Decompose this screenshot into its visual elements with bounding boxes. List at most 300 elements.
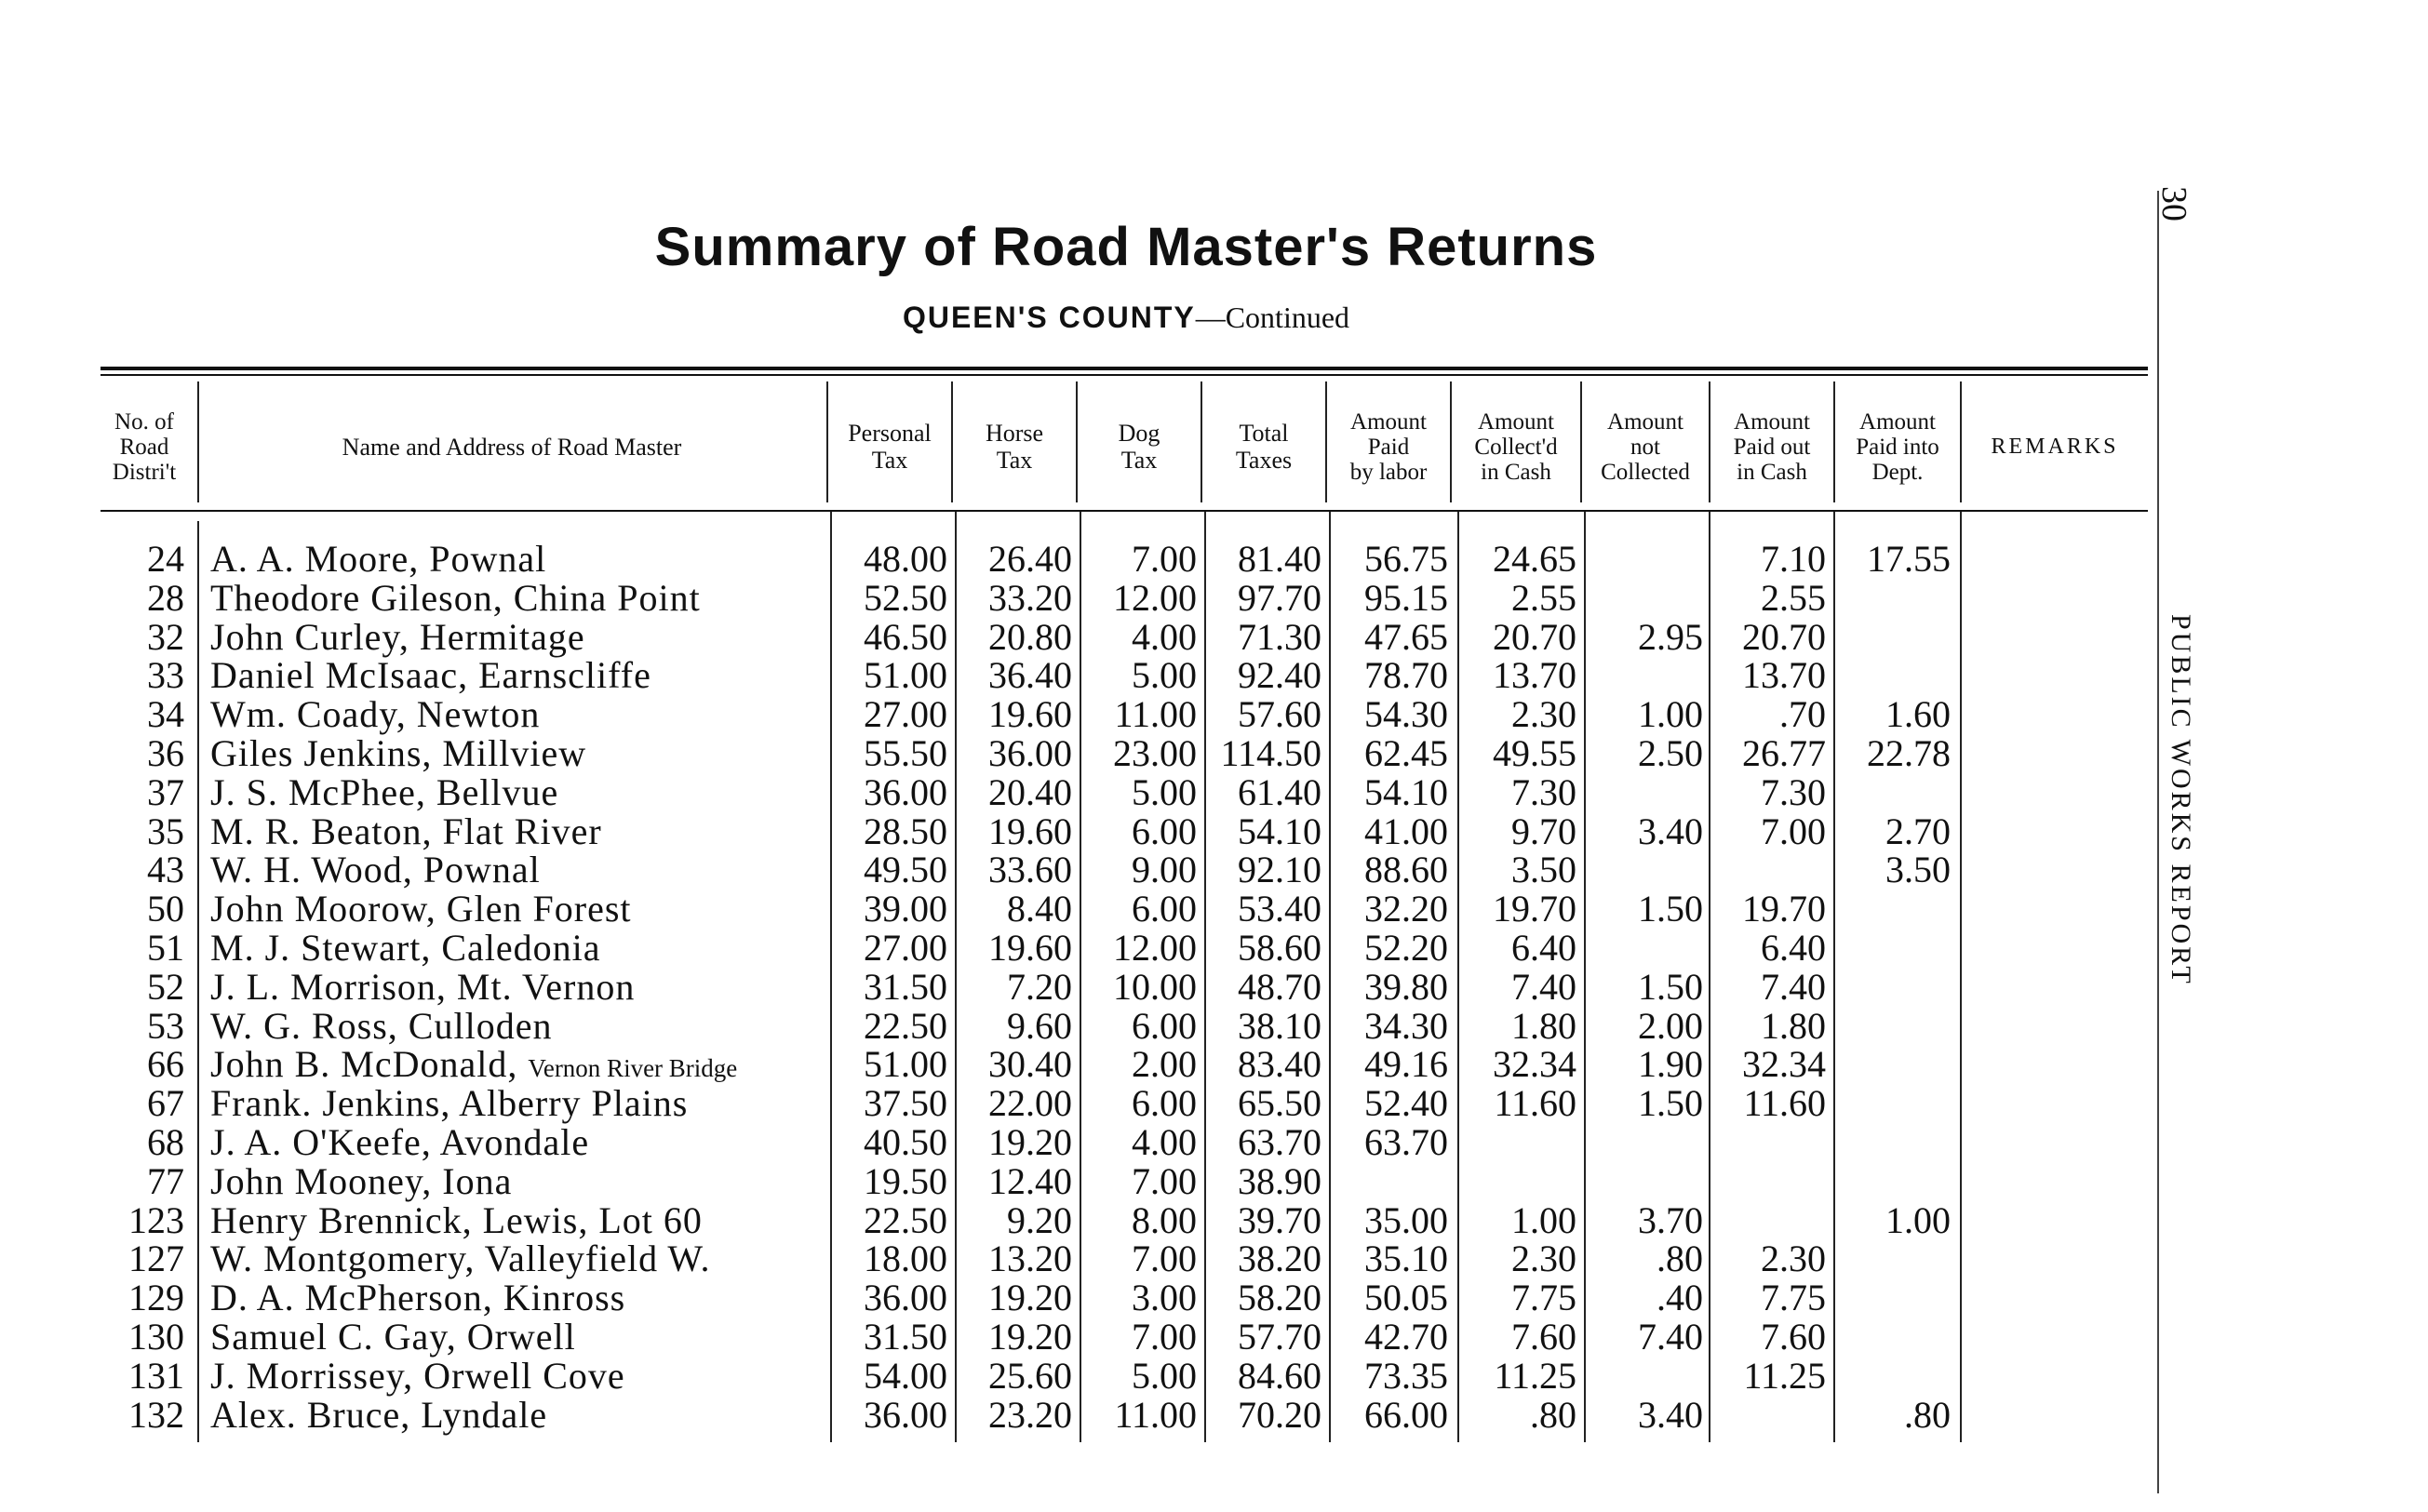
collected-in-cash: 24.65 bbox=[1493, 538, 1576, 580]
paid-by-labor: 63.70 bbox=[1364, 1121, 1448, 1163]
road-master-name bbox=[210, 965, 825, 1008]
header-dog-tax: Dog Tax bbox=[1118, 420, 1160, 474]
col-divider bbox=[1833, 512, 1835, 1442]
dog-tax: 3.00 bbox=[1132, 1277, 1197, 1319]
dog-tax: 12.00 bbox=[1113, 576, 1197, 619]
district-number: 37 bbox=[147, 770, 184, 813]
collected-in-cash: 2.30 bbox=[1511, 1238, 1576, 1280]
not-collected: 3.70 bbox=[1638, 1198, 1703, 1241]
dog-tax: 12.00 bbox=[1113, 927, 1197, 969]
road-master-name-text: D. A. McPherson, Kinross bbox=[210, 1277, 626, 1319]
not-collected bbox=[1588, 1162, 1703, 1201]
col-divider bbox=[1457, 512, 1459, 1442]
not-collected: 1.50 bbox=[1638, 888, 1703, 930]
paid-by-labor: 52.20 bbox=[1364, 927, 1448, 969]
paid-by-labor: 66.00 bbox=[1364, 1393, 1448, 1436]
paid-into-dept bbox=[1837, 773, 1951, 812]
road-master-name-text: Alex. Bruce, Lyndale bbox=[210, 1393, 548, 1436]
dog-tax: 4.00 bbox=[1132, 1121, 1197, 1163]
personal-tax: 19.50 bbox=[864, 1159, 947, 1202]
personal-tax: 52.50 bbox=[864, 576, 947, 619]
paid-by-labor: 88.60 bbox=[1364, 849, 1448, 891]
not-collected: .40 bbox=[1657, 1277, 1703, 1319]
district-number: 129 bbox=[128, 1277, 184, 1319]
paid-out-cash: 7.40 bbox=[1761, 965, 1826, 1008]
header-remarks: REMARKS bbox=[1991, 434, 2119, 459]
total-taxes: 65.50 bbox=[1238, 1082, 1321, 1125]
paid-into-dept bbox=[1837, 1084, 1951, 1123]
district-number: 24 bbox=[147, 538, 184, 580]
paid-by-labor: 41.00 bbox=[1364, 810, 1448, 852]
total-taxes: 92.10 bbox=[1238, 849, 1321, 891]
district-number: 53 bbox=[147, 1004, 184, 1047]
road-master-name-text: J. Morrissey, Orwell Cove bbox=[210, 1354, 625, 1397]
district-number: 131 bbox=[128, 1354, 184, 1397]
total-taxes: 81.40 bbox=[1238, 538, 1321, 580]
personal-tax: 18.00 bbox=[864, 1238, 947, 1280]
col-divider bbox=[955, 512, 957, 1442]
total-taxes: 58.20 bbox=[1238, 1277, 1321, 1319]
road-master-name bbox=[210, 929, 825, 968]
page-subtitle bbox=[596, 300, 1657, 335]
total-taxes: 38.10 bbox=[1238, 1004, 1321, 1047]
total-taxes: 61.40 bbox=[1238, 770, 1321, 813]
road-master-name bbox=[210, 1354, 825, 1397]
paid-by-labor: 95.15 bbox=[1364, 576, 1448, 619]
road-master-name bbox=[210, 850, 825, 890]
paid-into-dept: 3.50 bbox=[1885, 849, 1951, 891]
road-master-name bbox=[210, 1084, 825, 1123]
personal-tax: 51.00 bbox=[864, 654, 947, 697]
dog-tax: 11.00 bbox=[1114, 693, 1197, 736]
dog-tax: 4.00 bbox=[1132, 615, 1197, 658]
personal-tax: 31.50 bbox=[864, 965, 947, 1008]
paid-out-cash: 26.77 bbox=[1742, 732, 1826, 774]
paid-out-cash bbox=[1712, 1123, 1826, 1162]
not-collected: 1.50 bbox=[1638, 1082, 1703, 1125]
paid-out-cash: 19.70 bbox=[1742, 888, 1826, 930]
dog-tax: 9.00 bbox=[1132, 849, 1197, 891]
horse-tax: 7.20 bbox=[1007, 965, 1072, 1008]
road-master-name-text: J. A. O'Keefe, Avondale bbox=[210, 1121, 590, 1163]
paid-into-dept bbox=[1837, 656, 1951, 695]
collected-in-cash: 6.40 bbox=[1511, 927, 1576, 969]
header-collected-in-cash: Amount Collect'd in Cash bbox=[1474, 408, 1558, 485]
collected-in-cash: 11.60 bbox=[1494, 1082, 1576, 1125]
road-master-name bbox=[210, 656, 825, 695]
collected-in-cash bbox=[1461, 1162, 1576, 1201]
road-master-name-text: John Moorow, Glen Forest bbox=[210, 888, 632, 930]
paid-out-cash: 7.30 bbox=[1761, 770, 1826, 813]
horse-tax: 33.20 bbox=[988, 576, 1072, 619]
col-divider bbox=[197, 521, 199, 1442]
district-number: 127 bbox=[128, 1238, 184, 1280]
paid-by-labor: 62.45 bbox=[1364, 732, 1448, 774]
page-title: Summary of Road Master's Returns bbox=[654, 217, 1598, 277]
horse-tax: 26.40 bbox=[988, 538, 1072, 580]
paid-by-labor: 49.16 bbox=[1364, 1043, 1448, 1086]
not-collected: 3.40 bbox=[1638, 1393, 1703, 1436]
paid-out-cash: 13.70 bbox=[1742, 654, 1826, 697]
paid-into-dept bbox=[1837, 1007, 1951, 1046]
personal-tax: 36.00 bbox=[864, 770, 947, 813]
paid-into-dept bbox=[1837, 1318, 1951, 1357]
paid-into-dept: 17.55 bbox=[1867, 538, 1951, 580]
dog-tax: 7.00 bbox=[1132, 538, 1197, 580]
dog-tax: 6.00 bbox=[1132, 888, 1197, 930]
collected-in-cash: .80 bbox=[1530, 1393, 1576, 1436]
horse-tax: 36.40 bbox=[988, 654, 1072, 697]
road-master-name-text: Samuel C. Gay, Orwell bbox=[210, 1316, 576, 1358]
collected-in-cash: 9.70 bbox=[1511, 810, 1576, 852]
road-master-name bbox=[210, 770, 825, 813]
district-number: 32 bbox=[147, 615, 184, 658]
horse-tax: 9.60 bbox=[1007, 1004, 1072, 1047]
collected-in-cash: 13.70 bbox=[1493, 654, 1576, 697]
road-master-name-text: W. H. Wood, Pownal bbox=[210, 849, 541, 891]
header-not-collected: Amount not Collected bbox=[1601, 408, 1690, 485]
personal-tax: 39.00 bbox=[864, 888, 947, 930]
horse-tax: 19.20 bbox=[988, 1316, 1072, 1358]
horse-tax: 12.40 bbox=[988, 1159, 1072, 1202]
not-collected: 1.90 bbox=[1638, 1043, 1703, 1086]
paid-by-labor: 73.35 bbox=[1364, 1354, 1448, 1397]
district-number: 132 bbox=[128, 1393, 184, 1436]
paid-into-dept bbox=[1837, 618, 1951, 657]
road-master-name bbox=[210, 1239, 825, 1278]
road-master-name-text: W. Montgomery, Valleyfield W. bbox=[210, 1238, 711, 1280]
road-master-name bbox=[210, 1198, 825, 1241]
header-district: No. of Road Distri't bbox=[112, 408, 177, 485]
not-collected: 1.50 bbox=[1638, 965, 1703, 1008]
paid-into-dept bbox=[1837, 1123, 1951, 1162]
horse-tax: 9.20 bbox=[1007, 1198, 1072, 1241]
total-taxes: 48.70 bbox=[1238, 965, 1321, 1008]
paid-out-cash: 7.00 bbox=[1761, 810, 1826, 852]
paid-into-dept bbox=[1837, 1045, 1951, 1084]
not-collected: 1.00 bbox=[1638, 693, 1703, 736]
personal-tax: 40.50 bbox=[864, 1121, 947, 1163]
road-master-name-text: Wm. Coady, Newton bbox=[210, 693, 541, 736]
total-taxes: 71.30 bbox=[1238, 615, 1321, 658]
continued-label: —Continued bbox=[1195, 301, 1350, 334]
personal-tax: 49.50 bbox=[864, 849, 947, 891]
dog-tax: 6.00 bbox=[1132, 810, 1197, 852]
collected-in-cash: 7.60 bbox=[1511, 1316, 1576, 1358]
road-master-name bbox=[210, 1159, 825, 1202]
personal-tax: 36.00 bbox=[864, 1277, 947, 1319]
road-master-name-text: W. G. Ross, Culloden bbox=[210, 1004, 553, 1047]
personal-tax: 27.00 bbox=[864, 927, 947, 969]
header-name: Name and Address of Road Master bbox=[342, 433, 682, 461]
paid-out-cash bbox=[1712, 1162, 1826, 1201]
header-paid-out-cash: Amount Paid out in Cash bbox=[1733, 408, 1811, 485]
dog-tax: 5.00 bbox=[1132, 770, 1197, 813]
total-taxes: 70.20 bbox=[1238, 1393, 1321, 1436]
total-taxes: 38.20 bbox=[1238, 1238, 1321, 1280]
road-master-name-text: John Mooney, Iona bbox=[210, 1159, 513, 1202]
horse-tax: 36.00 bbox=[988, 732, 1072, 774]
not-collected: 3.40 bbox=[1638, 810, 1703, 852]
personal-tax: 55.50 bbox=[864, 732, 947, 774]
dog-tax: 2.00 bbox=[1132, 1043, 1197, 1086]
personal-tax: 22.50 bbox=[864, 1198, 947, 1241]
district-number: 77 bbox=[147, 1159, 184, 1202]
collected-in-cash: 1.00 bbox=[1511, 1198, 1576, 1241]
col-divider bbox=[1080, 512, 1081, 1442]
not-collected bbox=[1588, 1357, 1703, 1396]
collected-in-cash: 1.80 bbox=[1511, 1004, 1576, 1047]
not-collected bbox=[1588, 850, 1703, 890]
road-master-name bbox=[210, 812, 825, 851]
header-paid-into-dept: Amount Paid into Dept. bbox=[1856, 408, 1939, 485]
horse-tax: 19.20 bbox=[988, 1121, 1072, 1163]
district-number: 130 bbox=[128, 1316, 184, 1358]
collected-in-cash: 32.34 bbox=[1493, 1043, 1576, 1086]
col-divider bbox=[1329, 512, 1331, 1442]
paid-into-dept: .80 bbox=[1904, 1393, 1951, 1436]
paid-by-labor: 50.05 bbox=[1364, 1277, 1448, 1319]
road-master-name-text: Henry Brennick, Lewis, Lot 60 bbox=[210, 1198, 703, 1241]
road-master-name-text: John Curley, Hermitage bbox=[210, 615, 585, 658]
district-number: 35 bbox=[147, 810, 184, 852]
paid-out-cash: .70 bbox=[1779, 693, 1826, 736]
collected-in-cash: 7.30 bbox=[1511, 770, 1576, 813]
collected-in-cash: 7.40 bbox=[1511, 965, 1576, 1008]
running-title: PUBLIC WORKS REPORT bbox=[2166, 614, 2196, 986]
header-bottom-rule bbox=[101, 510, 2148, 512]
road-master-name bbox=[210, 734, 825, 773]
paid-into-dept bbox=[1837, 579, 1951, 618]
not-collected: 7.40 bbox=[1638, 1316, 1703, 1358]
road-master-name bbox=[210, 1004, 825, 1047]
total-taxes: 39.70 bbox=[1238, 1198, 1321, 1241]
personal-tax: 46.50 bbox=[864, 615, 947, 658]
paid-into-dept bbox=[1837, 929, 1951, 968]
not-collected bbox=[1588, 929, 1703, 968]
margin-rule bbox=[2157, 191, 2159, 1493]
dog-tax: 7.00 bbox=[1132, 1159, 1197, 1202]
road-master-name-text: Daniel McIsaac, Earnscliffe bbox=[210, 654, 651, 697]
dog-tax: 5.00 bbox=[1132, 654, 1197, 697]
district-number: 52 bbox=[147, 965, 184, 1008]
road-master-name bbox=[210, 1278, 825, 1318]
paid-out-cash bbox=[1712, 1396, 1826, 1435]
district-number: 66 bbox=[147, 1043, 184, 1086]
paid-out-cash: 6.40 bbox=[1761, 927, 1826, 969]
total-taxes: 97.70 bbox=[1238, 576, 1321, 619]
not-collected: 2.00 bbox=[1638, 1004, 1703, 1047]
road-master-name bbox=[210, 1393, 825, 1436]
road-master-name bbox=[210, 1318, 825, 1357]
paid-by-labor: 56.75 bbox=[1364, 538, 1448, 580]
road-master-name-text: Frank. Jenkins, Alberry Plains bbox=[210, 1082, 689, 1125]
road-master-name-text: J. S. McPhee, Bellvue bbox=[210, 770, 559, 813]
dog-tax: 8.00 bbox=[1132, 1198, 1197, 1241]
road-master-name-text: John B. McDonald, bbox=[210, 1043, 529, 1086]
paid-into-dept: 1.60 bbox=[1885, 693, 1951, 736]
district-number: 123 bbox=[128, 1198, 184, 1241]
collected-in-cash: 7.75 bbox=[1511, 1277, 1576, 1319]
horse-tax: 22.00 bbox=[988, 1082, 1072, 1125]
horse-tax: 19.20 bbox=[988, 1277, 1072, 1319]
road-master-name bbox=[210, 695, 825, 734]
personal-tax: 22.50 bbox=[864, 1004, 947, 1047]
personal-tax: 51.00 bbox=[864, 1043, 947, 1086]
paid-out-cash: 7.60 bbox=[1761, 1316, 1826, 1358]
horse-tax: 20.80 bbox=[988, 615, 1072, 658]
col-divider bbox=[1960, 512, 1962, 1442]
not-collected bbox=[1588, 1123, 1703, 1162]
paid-out-cash: 2.30 bbox=[1761, 1238, 1826, 1280]
paid-into-dept: 22.78 bbox=[1867, 732, 1951, 774]
personal-tax: 54.00 bbox=[864, 1354, 947, 1397]
collected-in-cash: 19.70 bbox=[1493, 888, 1576, 930]
road-master-name bbox=[210, 540, 825, 579]
total-taxes: 54.10 bbox=[1238, 810, 1321, 852]
road-master-name-text: Theodore Gileson, China Point bbox=[210, 576, 701, 619]
header-rule-thick bbox=[101, 367, 2148, 370]
road-master-name-text: M. R. Beaton, Flat River bbox=[210, 810, 602, 852]
paid-by-labor: 35.10 bbox=[1364, 1238, 1448, 1280]
header-horse-tax: Horse Tax bbox=[985, 420, 1044, 474]
paid-out-cash: 11.60 bbox=[1743, 1082, 1826, 1125]
collected-in-cash: 2.30 bbox=[1511, 693, 1576, 736]
personal-tax: 31.50 bbox=[864, 1316, 947, 1358]
paid-out-cash bbox=[1712, 850, 1826, 890]
collected-in-cash: 49.55 bbox=[1493, 732, 1576, 774]
dog-tax: 6.00 bbox=[1132, 1004, 1197, 1047]
paid-by-labor: 54.30 bbox=[1364, 693, 1448, 736]
total-taxes: 83.40 bbox=[1238, 1043, 1321, 1086]
not-collected bbox=[1588, 579, 1703, 618]
paid-out-cash: 2.55 bbox=[1761, 576, 1826, 619]
paid-out-cash: 20.70 bbox=[1742, 615, 1826, 658]
col-divider bbox=[1709, 512, 1710, 1442]
paid-into-dept bbox=[1837, 1357, 1951, 1396]
dog-tax: 6.00 bbox=[1132, 1082, 1197, 1125]
paid-into-dept bbox=[1837, 1239, 1951, 1278]
header-rule-thin bbox=[101, 374, 2148, 376]
personal-tax: 48.00 bbox=[864, 538, 947, 580]
collected-in-cash: 2.55 bbox=[1511, 576, 1576, 619]
horse-tax: 19.60 bbox=[988, 810, 1072, 852]
header-paid-by-labor: Amount Paid by labor bbox=[1349, 408, 1428, 485]
total-taxes: 57.70 bbox=[1238, 1316, 1321, 1358]
total-taxes: 84.60 bbox=[1238, 1354, 1321, 1397]
paid-out-cash: 7.75 bbox=[1761, 1277, 1826, 1319]
road-master-name bbox=[210, 615, 825, 658]
paid-by-labor bbox=[1333, 1162, 1448, 1201]
dog-tax: 10.00 bbox=[1113, 965, 1197, 1008]
paid-by-labor: 47.65 bbox=[1364, 615, 1448, 658]
header-personal-tax: Personal Tax bbox=[848, 420, 932, 474]
horse-tax: 33.60 bbox=[988, 849, 1072, 891]
collected-in-cash: 3.50 bbox=[1511, 849, 1576, 891]
dog-tax: 23.00 bbox=[1113, 732, 1197, 774]
collected-in-cash: 20.70 bbox=[1493, 615, 1576, 658]
dog-tax: 5.00 bbox=[1132, 1354, 1197, 1397]
road-master-name bbox=[210, 890, 825, 929]
not-collected: .80 bbox=[1657, 1238, 1703, 1280]
collected-in-cash bbox=[1461, 1123, 1576, 1162]
road-master-name bbox=[210, 1123, 825, 1162]
header-total-taxes: Total Taxes bbox=[1235, 420, 1293, 474]
road-master-name-text: J. L. Morrison, Mt. Vernon bbox=[210, 965, 636, 1008]
col-divider bbox=[1584, 512, 1586, 1442]
total-taxes: 53.40 bbox=[1238, 888, 1321, 930]
col-divider bbox=[1204, 512, 1206, 1442]
road-master-address-small: Vernon River Bridge bbox=[528, 1054, 738, 1083]
road-master-name bbox=[210, 1045, 825, 1084]
dog-tax: 7.00 bbox=[1132, 1238, 1197, 1280]
not-collected: 2.95 bbox=[1638, 615, 1703, 658]
road-master-name-text: Giles Jenkins, Millview bbox=[210, 732, 587, 774]
col-divider bbox=[830, 512, 832, 1442]
collected-in-cash: 11.25 bbox=[1494, 1354, 1576, 1397]
district-number: 28 bbox=[147, 576, 184, 619]
paid-by-labor: 78.70 bbox=[1364, 654, 1448, 697]
paid-into-dept bbox=[1837, 1278, 1951, 1318]
horse-tax: 30.40 bbox=[988, 1043, 1072, 1086]
horse-tax: 19.60 bbox=[988, 927, 1072, 969]
paid-by-labor: 34.30 bbox=[1364, 1004, 1448, 1047]
personal-tax: 27.00 bbox=[864, 693, 947, 736]
paid-out-cash bbox=[1712, 1201, 1826, 1240]
district-number: 34 bbox=[147, 693, 184, 736]
paid-by-labor: 42.70 bbox=[1364, 1316, 1448, 1358]
horse-tax: 20.40 bbox=[988, 770, 1072, 813]
total-taxes: 63.70 bbox=[1238, 1121, 1321, 1163]
county-name: QUEEN'S COUNTY bbox=[902, 301, 1196, 334]
district-number: 33 bbox=[147, 654, 184, 697]
paid-out-cash: 32.34 bbox=[1742, 1043, 1826, 1086]
paid-out-cash: 11.25 bbox=[1743, 1354, 1826, 1397]
paid-by-labor: 35.00 bbox=[1364, 1198, 1448, 1241]
dog-tax: 11.00 bbox=[1114, 1393, 1197, 1436]
horse-tax: 13.20 bbox=[988, 1238, 1072, 1280]
horse-tax: 19.60 bbox=[988, 693, 1072, 736]
page-number: 30 bbox=[2154, 186, 2193, 221]
personal-tax: 36.00 bbox=[864, 1393, 947, 1436]
not-collected bbox=[1588, 773, 1703, 812]
paid-by-labor: 54.10 bbox=[1364, 770, 1448, 813]
total-taxes: 58.60 bbox=[1238, 927, 1321, 969]
paid-by-labor: 39.80 bbox=[1364, 965, 1448, 1008]
personal-tax: 37.50 bbox=[864, 1082, 947, 1125]
personal-tax: 28.50 bbox=[864, 810, 947, 852]
not-collected: 2.50 bbox=[1638, 732, 1703, 774]
road-master-name bbox=[210, 576, 825, 619]
paid-out-cash: 1.80 bbox=[1761, 1004, 1826, 1047]
paid-into-dept bbox=[1837, 968, 1951, 1007]
total-taxes: 57.60 bbox=[1238, 693, 1321, 736]
dog-tax: 7.00 bbox=[1132, 1316, 1197, 1358]
road-master-name-text: M. J. Stewart, Caledonia bbox=[210, 927, 601, 969]
paid-by-labor: 52.40 bbox=[1364, 1082, 1448, 1125]
paid-into-dept bbox=[1837, 1162, 1951, 1201]
paid-into-dept bbox=[1837, 890, 1951, 929]
total-taxes: 38.90 bbox=[1238, 1159, 1321, 1202]
district-number: 36 bbox=[147, 732, 184, 774]
not-collected bbox=[1588, 656, 1703, 695]
district-number: 43 bbox=[147, 849, 184, 891]
horse-tax: 25.60 bbox=[988, 1354, 1072, 1397]
paid-by-labor: 32.20 bbox=[1364, 888, 1448, 930]
district-number: 68 bbox=[147, 1121, 184, 1163]
paid-into-dept: 2.70 bbox=[1885, 810, 1951, 852]
district-number: 50 bbox=[147, 888, 184, 930]
